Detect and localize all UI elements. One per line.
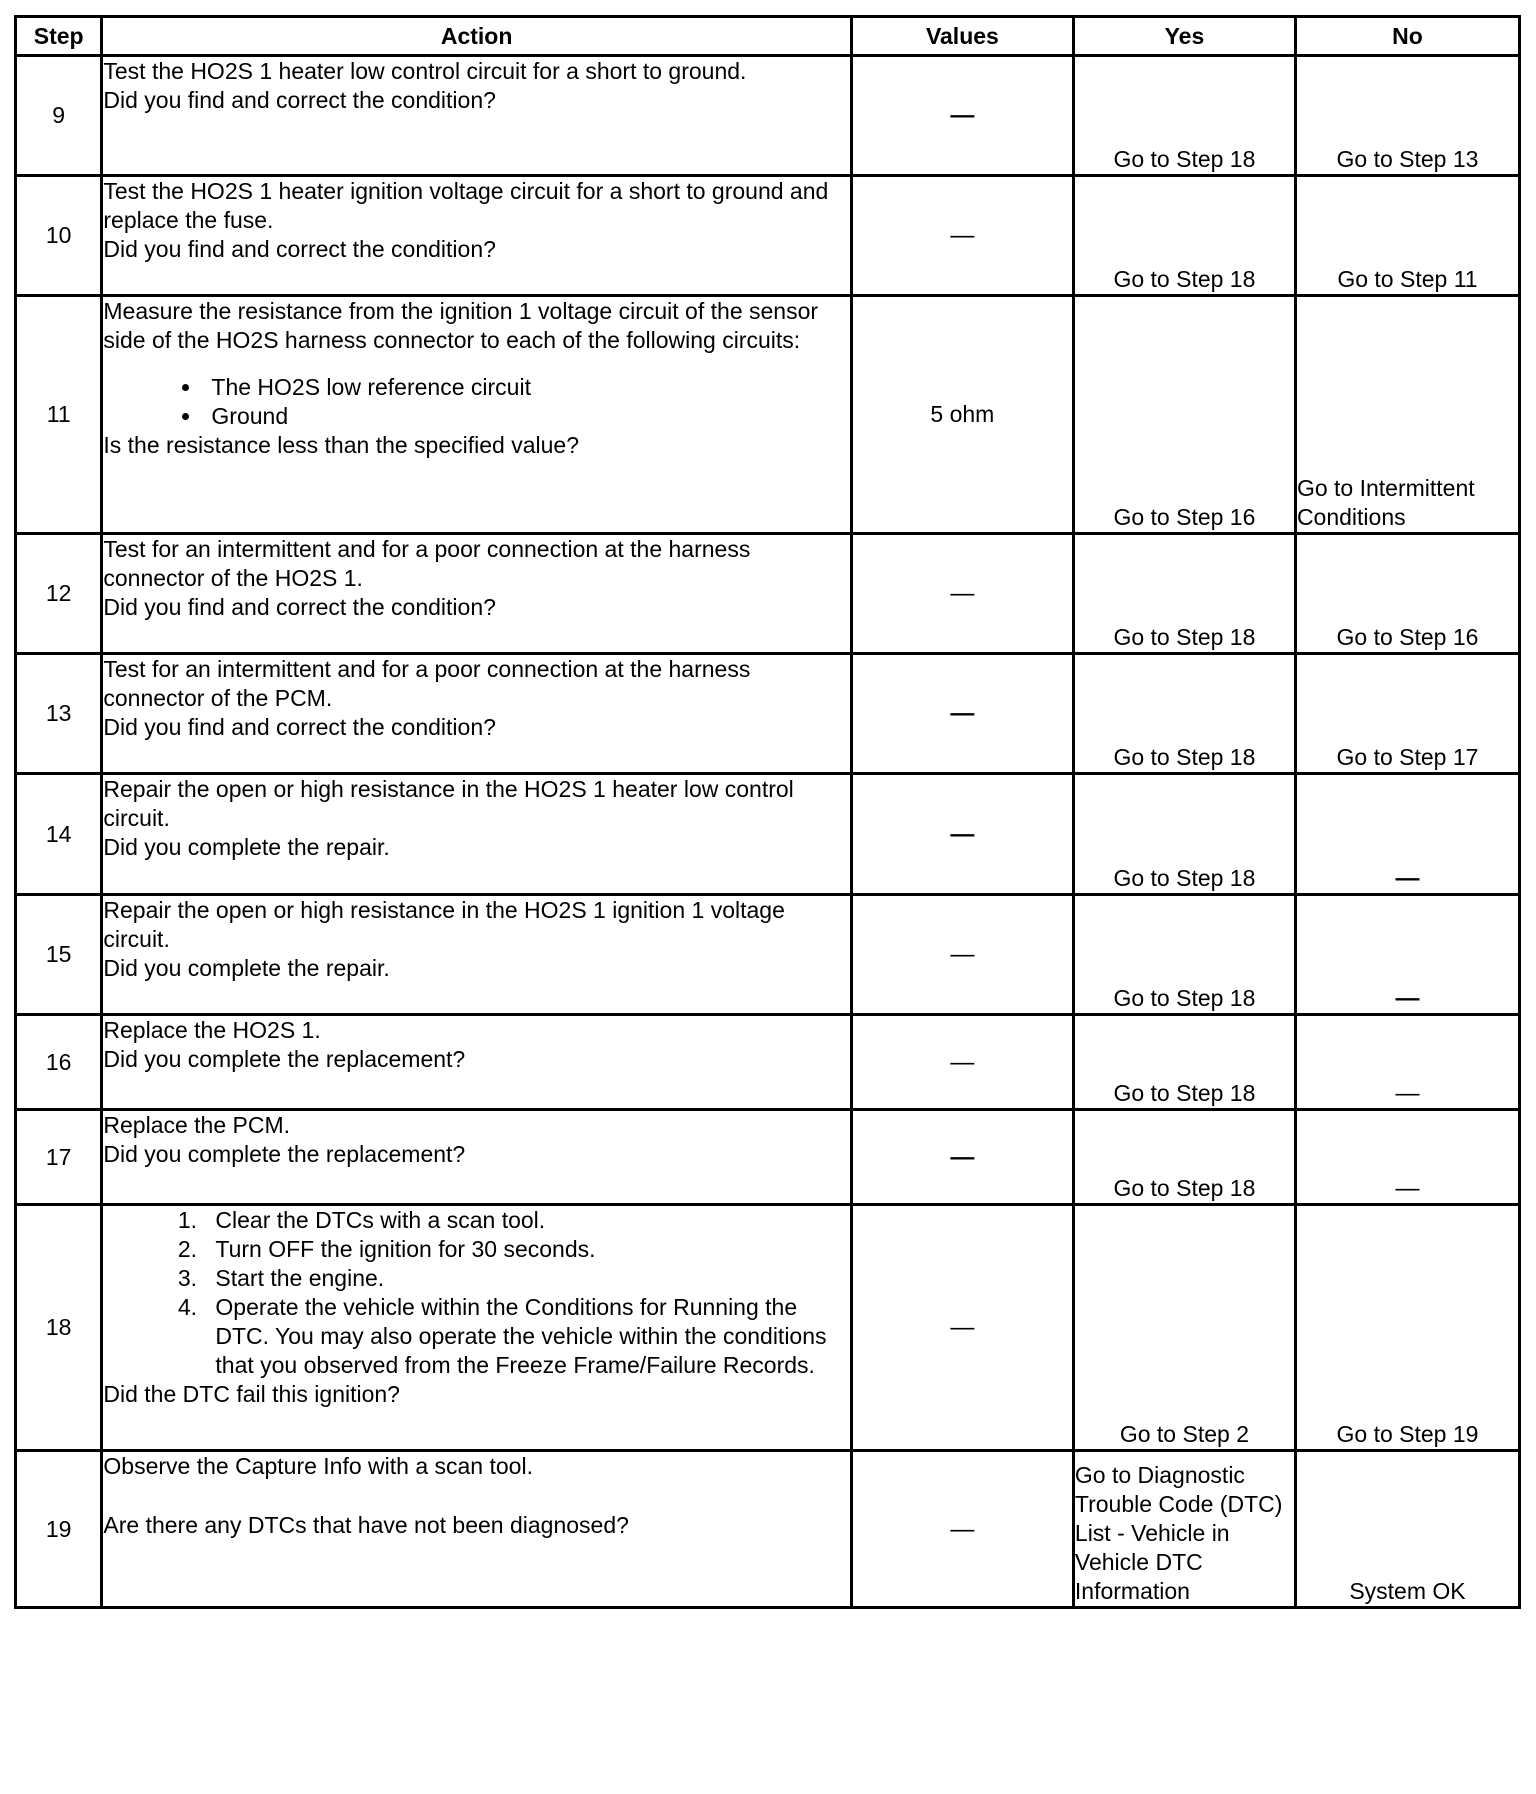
- step-number: 9: [16, 56, 102, 176]
- list-item: 4. Operate the vehicle within the Conditions for Running the DTC. You may also operate the vehicle within the conditions that you observed from the Freeze Frame/Failure Records.: [203, 1293, 849, 1380]
- action-question: Did you complete the repair.: [103, 955, 390, 981]
- step-number: 10: [16, 176, 102, 296]
- yes-cell: Go to Step 18: [1073, 774, 1295, 895]
- list-item: 2. Turn OFF the ignition for 30 seconds.: [203, 1235, 849, 1264]
- yes-cell: Go to Step 18: [1073, 654, 1295, 774]
- action-cell: [102, 1110, 851, 1205]
- action-cell: [102, 1451, 851, 1608]
- step-number: 17: [16, 1110, 102, 1205]
- action-question: Did the DTC fail this ignition?: [103, 1381, 400, 1407]
- no-cell: [1295, 895, 1519, 1015]
- no-cell: Go to Step 11: [1295, 176, 1519, 296]
- header-values: Values: [851, 17, 1073, 56]
- value-text: —: [950, 820, 975, 848]
- list-item: • Ground: [203, 402, 849, 431]
- action-question: Did you find and correct the condition?: [103, 236, 496, 262]
- action-cell: [102, 176, 851, 296]
- action-text: Test for an intermittent and for a poor connection at the harness connector of the HO2S 1.: [103, 536, 751, 591]
- action-question: Did you complete the repair.: [103, 834, 390, 860]
- step-number: 13: [16, 654, 102, 774]
- header-row: [16, 17, 1520, 56]
- value-cell: [851, 534, 1073, 654]
- value-cell: [851, 1205, 1073, 1451]
- no-text: —: [1395, 865, 1420, 892]
- action-text: Test the HO2S 1 heater low control circuit for a short to ground.: [103, 58, 747, 84]
- table-row: [16, 1015, 1520, 1110]
- step-number: 19: [16, 1451, 102, 1608]
- value-text: 5 ohm: [930, 401, 995, 427]
- table-row: [16, 534, 1520, 654]
- table-row: [16, 895, 1520, 1015]
- table-row: [16, 654, 1520, 774]
- action-text: Observe the Capture Info with a scan tool.: [103, 1453, 533, 1479]
- action-text: Replace the HO2S 1.: [103, 1017, 321, 1043]
- value-text: —: [950, 1143, 975, 1171]
- action-question: Did you complete the replacement?: [103, 1141, 466, 1167]
- action-text: Test for an intermittent and for a poor connection at the harness connector of the PCM.: [103, 656, 751, 711]
- action-cell: [102, 1015, 851, 1110]
- action-cell: [102, 895, 851, 1015]
- no-text: —: [1395, 1175, 1420, 1202]
- action-text: Repair the open or high resistance in the HO2S 1 ignition 1 voltage circuit.: [103, 897, 785, 952]
- no-cell: [1295, 1110, 1519, 1205]
- value-cell: [851, 1015, 1073, 1110]
- action-cell: [102, 1205, 851, 1451]
- value-text: —: [950, 1515, 975, 1543]
- list-item: 1. Clear the DTCs with a scan tool.: [203, 1206, 849, 1235]
- value-cell: [851, 56, 1073, 176]
- action-cell: [102, 654, 851, 774]
- step-number: 16: [16, 1015, 102, 1110]
- table-row: [16, 1451, 1520, 1608]
- list-item: 3. Start the engine.: [203, 1264, 849, 1293]
- action-question: Are there any DTCs that have not been diagnosed?: [103, 1512, 629, 1538]
- procedure-list: [103, 1206, 849, 1380]
- header-step: Step: [16, 17, 102, 56]
- value-text: —: [950, 580, 975, 607]
- value-cell: [851, 774, 1073, 895]
- table-row: [16, 1205, 1520, 1451]
- no-cell: Go to Step 16: [1295, 534, 1519, 654]
- yes-cell: Go to Step 2: [1073, 1205, 1295, 1451]
- step-number: 11: [16, 296, 102, 534]
- action-question: Did you find and correct the condition?: [103, 714, 496, 740]
- no-cell: Go to Intermittent Conditions: [1295, 296, 1519, 534]
- yes-cell: Go to Step 16: [1073, 296, 1295, 534]
- action-question: Did you complete the replacement?: [103, 1046, 466, 1072]
- step-number: 18: [16, 1205, 102, 1451]
- table-row: [16, 56, 1520, 176]
- header-yes: Yes: [1073, 17, 1295, 56]
- step-number: 12: [16, 534, 102, 654]
- no-text: —: [1395, 1080, 1420, 1107]
- value-text: —: [950, 222, 975, 249]
- value-text: —: [950, 1048, 975, 1076]
- yes-cell: Go to Step 18: [1073, 1015, 1295, 1110]
- action-question: Did you find and correct the condition?: [103, 87, 496, 113]
- no-text: —: [1395, 985, 1420, 1012]
- header-action: Action: [102, 17, 851, 56]
- action-cell: [102, 774, 851, 895]
- header-no: No: [1295, 17, 1519, 56]
- value-cell: [851, 895, 1073, 1015]
- step-number: 15: [16, 895, 102, 1015]
- circuit-list: [103, 373, 849, 431]
- no-cell: Go to Step 19: [1295, 1205, 1519, 1451]
- no-cell: [1295, 774, 1519, 895]
- no-cell: Go to Step 13: [1295, 56, 1519, 176]
- action-text: Repair the open or high resistance in the HO2S 1 heater low control circuit.: [103, 776, 794, 831]
- yes-cell: Go to Step 18: [1073, 534, 1295, 654]
- list-item: • The HO2S low reference circuit: [203, 373, 849, 402]
- yes-cell: Go to Step 18: [1073, 1110, 1295, 1205]
- value-cell: [851, 296, 1073, 534]
- action-text: Measure the resistance from the ignition 1 voltage circuit of the sensor side of the HO2S harness connector to each of the following circuits:: [103, 298, 819, 353]
- value-cell: [851, 654, 1073, 774]
- action-question: Did you find and correct the condition?: [103, 594, 496, 620]
- table-row: [16, 296, 1520, 534]
- value-text: —: [950, 102, 975, 129]
- action-question: Is the resistance less than the specified value?: [103, 432, 580, 458]
- no-cell: [1295, 1015, 1519, 1110]
- action-cell: [102, 56, 851, 176]
- diagnostic-table: [14, 15, 1521, 1609]
- yes-cell: Go to Diagnostic Trouble Code (DTC) List - Vehicle in Vehicle DTC Information: [1073, 1451, 1295, 1608]
- value-text: —: [950, 1314, 975, 1341]
- value-cell: [851, 176, 1073, 296]
- action-text: Replace the PCM.: [103, 1112, 291, 1138]
- no-cell: Go to Step 17: [1295, 654, 1519, 774]
- value-cell: [851, 1110, 1073, 1205]
- value-text: —: [950, 700, 975, 727]
- action-cell: [102, 296, 851, 534]
- value-cell: [851, 1451, 1073, 1608]
- yes-cell: Go to Step 18: [1073, 176, 1295, 296]
- yes-cell: Go to Step 18: [1073, 56, 1295, 176]
- table-row: [16, 1110, 1520, 1205]
- no-cell: System OK: [1295, 1451, 1519, 1608]
- step-number: 14: [16, 774, 102, 895]
- table-row: [16, 774, 1520, 895]
- value-text: —: [950, 941, 975, 968]
- yes-cell: Go to Step 18: [1073, 895, 1295, 1015]
- table-row: [16, 176, 1520, 296]
- action-cell: [102, 534, 851, 654]
- action-text: Test the HO2S 1 heater ignition voltage circuit for a short to ground and replace the fuse.: [103, 178, 829, 233]
